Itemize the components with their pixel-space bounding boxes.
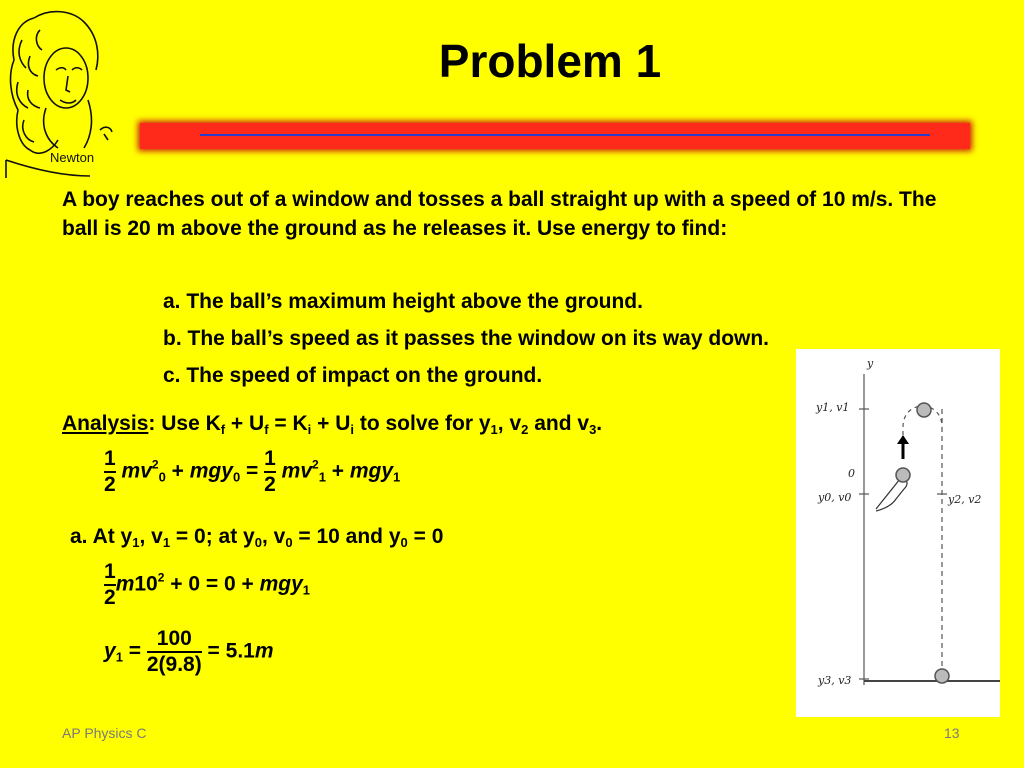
slide-title: Problem 1 bbox=[438, 35, 662, 87]
problem-statement: A boy reaches out of a window and tosses a ball straight up with a speed of 10 m/s. The ball is 20 m above the ground as he releases it. Use energy to find: bbox=[62, 188, 937, 240]
substituted-equation bbox=[104, 560, 310, 610]
subscript: 1 bbox=[302, 582, 310, 598]
analysis-text: + U bbox=[311, 412, 351, 435]
ball-top bbox=[917, 403, 931, 417]
eq-term: 10 bbox=[134, 572, 158, 596]
title-underline-bar bbox=[140, 123, 970, 149]
diagram-label-bottom: y3, v3 bbox=[818, 674, 852, 687]
eq-result: = 5.1 bbox=[201, 639, 255, 663]
subscript: i bbox=[350, 422, 355, 437]
diagram-label-zero: 0 bbox=[848, 467, 855, 480]
subscript: 2 bbox=[521, 422, 529, 437]
title-underline-line bbox=[200, 134, 930, 136]
energy-equation bbox=[104, 447, 400, 497]
diagram-y-label: y bbox=[867, 357, 874, 370]
height-result-equation bbox=[104, 627, 274, 677]
eq-unit: m bbox=[254, 639, 274, 663]
diagram-label-right: y2, v2 bbox=[948, 493, 982, 506]
analysis-text: = K bbox=[268, 412, 308, 435]
diagram-label-top: y1, v1 bbox=[816, 401, 850, 414]
analysis-line bbox=[62, 409, 602, 438]
analysis-text: : Use K bbox=[148, 412, 221, 435]
eq-term: mgy bbox=[349, 459, 394, 483]
analysis-text: , v bbox=[497, 412, 522, 435]
analysis-label: Analysis bbox=[62, 412, 149, 435]
eq-operator: = bbox=[240, 459, 265, 483]
eq-term: mgy bbox=[189, 459, 233, 483]
superscript: 2 bbox=[151, 457, 159, 472]
subscript: i bbox=[307, 422, 312, 437]
superscript: 2 bbox=[157, 570, 165, 585]
eq-term: y bbox=[104, 639, 116, 663]
subscript: 3 bbox=[589, 422, 597, 437]
superscript: 2 bbox=[312, 457, 319, 472]
eq-operator: + 0 = 0 + bbox=[164, 572, 260, 596]
newton-logo bbox=[0, 0, 128, 178]
eq-term: mv bbox=[281, 459, 312, 483]
footer-course: AP Physics C bbox=[62, 725, 147, 741]
question-c: c. The speed of impact on the ground. bbox=[163, 364, 543, 387]
subscript: 0 bbox=[158, 469, 166, 485]
footer-page-number: 13 bbox=[944, 725, 960, 741]
subscript: 1 bbox=[115, 649, 123, 665]
diagram-label-mid: y0, v0 bbox=[818, 491, 852, 504]
ball-toss-diagram bbox=[796, 349, 1000, 717]
fraction-half: $\frac{1}{2}$ bbox=[264, 447, 276, 496]
eq-term: mgy bbox=[259, 572, 303, 596]
svg-text:Newton: Newton bbox=[50, 150, 95, 165]
subscript: 0 bbox=[232, 469, 241, 485]
subscript: 1 bbox=[490, 422, 498, 437]
eq-operator: + bbox=[325, 459, 350, 483]
eq-operator: = bbox=[122, 639, 147, 663]
subscript: f bbox=[220, 422, 226, 437]
fraction-half: $\frac{1}{2}$ bbox=[104, 447, 116, 496]
fraction-half: $\frac{1}{2}$ bbox=[104, 560, 116, 609]
question-a: a. The ball’s maximum height above the ground. bbox=[163, 290, 643, 313]
subscript: 1 bbox=[393, 469, 401, 485]
fraction-result: $\frac{100}{2(9.8)}$ bbox=[146, 627, 202, 676]
ball-release bbox=[896, 468, 910, 482]
part-a-conditions: a. At $y_1$, $v_1 = 0$; at $y_0$, $v_0 = 10$ and $y_0 = 0$ bbox=[70, 525, 444, 550]
analysis-text: + U bbox=[225, 412, 265, 435]
eq-operator: + bbox=[165, 459, 190, 483]
subscript: f bbox=[264, 422, 269, 437]
analysis-text: and v bbox=[528, 412, 590, 435]
ball-ground bbox=[935, 669, 949, 683]
subscript: 1 bbox=[318, 469, 326, 485]
analysis-text: . bbox=[596, 412, 603, 435]
question-b: b. The ball’s speed as it passes the window on its way down. bbox=[163, 327, 770, 350]
analysis-text: to solve for y bbox=[354, 412, 491, 435]
eq-term: mv bbox=[121, 459, 152, 483]
eq-term: m bbox=[115, 572, 135, 596]
